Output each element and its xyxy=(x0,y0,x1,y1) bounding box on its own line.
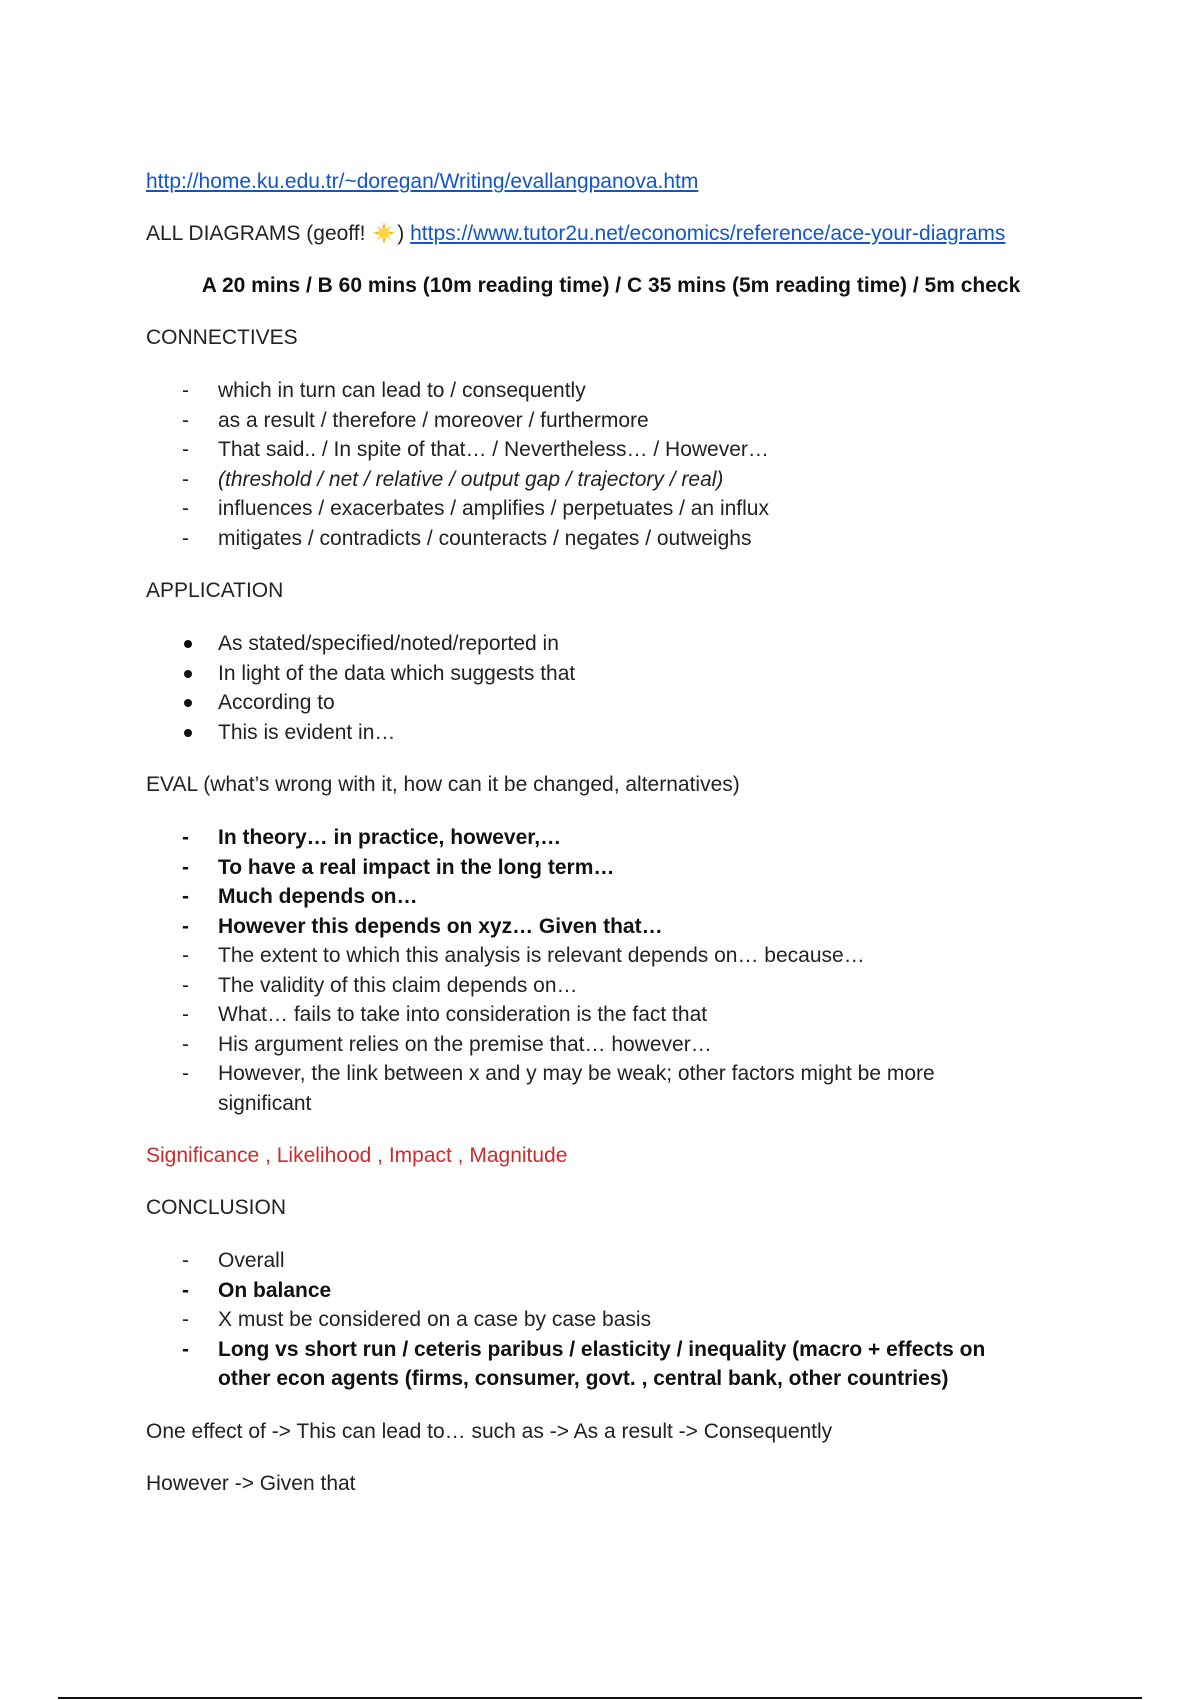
conclusion-list xyxy=(146,1246,1076,1394)
document-page xyxy=(146,168,1076,1498)
list-item: - However, the link between x and y may be weak; other factors might be more significant xyxy=(146,1059,1076,1118)
list-item: - The validity of this claim depends on… xyxy=(146,971,1076,1001)
eval-heading: EVAL (what’s wrong with it, how can it be changed, alternatives) xyxy=(146,773,740,796)
page-bottom-rule xyxy=(58,1697,1142,1699)
diagrams-close-paren: ) xyxy=(397,222,405,245)
list-item: - which in turn can lead to / consequently xyxy=(146,376,1076,406)
list-item: - as a result / therefore / moreover / furthermore xyxy=(146,406,1076,436)
connectives-list xyxy=(146,376,1076,553)
list-item: As stated/specified/noted/reported in xyxy=(218,632,559,655)
exam-timing: A 20 mins / B 60 mins (10m reading time) / C 35 mins (5m reading time) / 5m check xyxy=(201,274,1021,297)
list-item: - However this depends on xyz… Given that… xyxy=(146,912,1076,942)
list-item: According to xyxy=(218,691,335,714)
list-item: - His argument relies on the premise that… however… xyxy=(146,1030,1076,1060)
chain-line: One effect of -> This can lead to… such as -> As a result -> Consequently xyxy=(146,1419,833,1443)
diagrams-link[interactable]: https://www.tutor2u.net/economics/reference/ace-your-diagrams xyxy=(410,222,1006,245)
list-item: - What… fails to take into consideration is the fact that xyxy=(146,1000,1076,1030)
list-item: - Much depends on… xyxy=(146,882,1076,912)
significance-keywords: Significance , Likelihood , Impact , Magnitude xyxy=(146,1144,568,1167)
application-heading: APPLICATION xyxy=(146,579,284,602)
list-item: - (threshold / net / relative / output gap / trajectory / real) xyxy=(146,465,1076,495)
sun-emoji-icon xyxy=(373,222,395,244)
writing-link[interactable]: http://home.ku.edu.tr/~doregan/Writing/evallangpanova.htm xyxy=(146,170,699,193)
list-item: In light of the data which suggests that xyxy=(218,661,576,685)
application-list xyxy=(146,629,1076,747)
eval-list xyxy=(146,823,1076,1118)
conclusion-heading: CONCLUSION xyxy=(146,1196,287,1219)
list-item: - The extent to which this analysis is relevant depends on… because… xyxy=(146,941,1076,971)
diagrams-label: ALL DIAGRAMS (geoff! xyxy=(146,222,372,245)
list-item: - In theory… in practice, however,… xyxy=(146,823,1076,853)
list-item: - That said.. / In spite of that… / Nevertheless… / However… xyxy=(146,435,1076,465)
diagrams-line xyxy=(146,220,1076,248)
list-item: - On balance xyxy=(146,1276,1076,1306)
writing-link-line xyxy=(146,168,1076,196)
list-item: - influences / exacerbates / amplifies / perpetuates / an influx xyxy=(146,494,1076,524)
list-item: - mitigates / contradicts / counteracts / negates / outweighs xyxy=(146,524,1076,554)
however-line: However -> Given that xyxy=(146,1471,356,1495)
list-item: - Overall xyxy=(146,1246,1076,1276)
list-item: - Long vs short run / ceteris paribus / elasticity / inequality (macro + effects on other econ agents (firms, consumer, govt. , central bank, other countries) xyxy=(146,1335,1076,1394)
connectives-heading: CONNECTIVES xyxy=(146,326,298,349)
list-item: This is evident in… xyxy=(218,720,396,744)
list-item: - To have a real impact in the long term… xyxy=(146,853,1076,883)
list-item: - X must be considered on a case by case basis xyxy=(146,1305,1076,1335)
